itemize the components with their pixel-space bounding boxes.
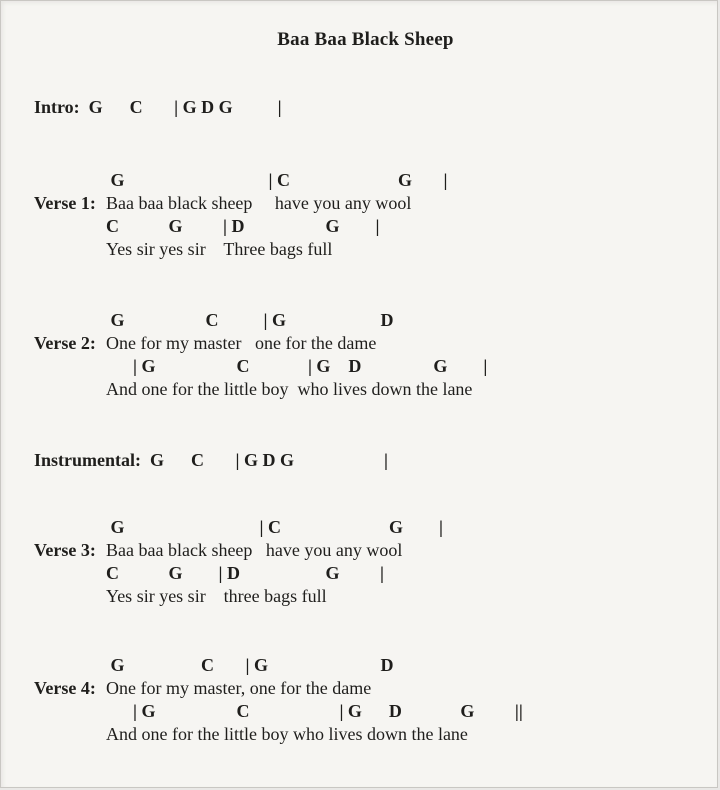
verse-3-lyric-line-1 — [34, 539, 697, 562]
verse-1-lyric-line-2: Yes sir yes sir Three bags full — [106, 239, 333, 259]
verse-3-chord-line-1: G | C G | — [106, 517, 443, 537]
song-title: Baa Baa Black Sheep — [277, 29, 454, 50]
verse-1-lyric-line-1 — [34, 192, 697, 215]
verse-4-lyric-line-2: And one for the little boy who lives down the lane — [106, 724, 468, 744]
song-sheet-content — [1, 1, 717, 746]
verse-4-chord-line-1: G C | G D — [106, 655, 394, 675]
verse-3-lyric-line-2: Yes sir yes sir three bags full — [106, 586, 327, 606]
instrumental-line — [34, 449, 697, 472]
verse-4-section — [34, 654, 697, 746]
verse-1-chord-line-2: C G | D G | — [106, 216, 380, 236]
verse-1-section — [34, 169, 697, 261]
verse-4-lyrics-1: One for my master, one for the dame — [106, 678, 372, 698]
instrumental-chords: G C | G D G | — [141, 450, 388, 470]
verse-2-lyric-line-1 — [34, 332, 697, 355]
intro-chords: G C | G D G | — [79, 97, 282, 117]
verse-2-lyric-line-2: And one for the little boy who lives down the lane — [106, 379, 473, 399]
verse-3-label: Verse 3: — [34, 540, 96, 560]
verse-1-chord-line-1: G | C G | — [106, 170, 448, 190]
verse-1-label: Verse 1: — [34, 193, 96, 213]
verse-2-label: Verse 2: — [34, 333, 96, 353]
verse-2-section — [34, 309, 697, 401]
verse-2-chord-line-1: G C | G D — [106, 310, 394, 330]
verse-3-lyrics-1: Baa baa black sheep have you any wool — [106, 540, 403, 560]
verse-4-chord-line-2: | G C | G D G || — [106, 701, 523, 721]
verse-2-chord-line-2: | G C | G D G | — [106, 356, 488, 376]
verse-2-lyrics-1: One for my master one for the dame — [106, 333, 377, 353]
intro-label: Intro: — [34, 97, 80, 117]
intro-line — [34, 96, 697, 119]
verse-4-label: Verse 4: — [34, 678, 96, 698]
verse-3-section — [34, 516, 697, 608]
verse-4-lyric-line-1 — [34, 677, 697, 700]
instrumental-label: Instrumental: — [34, 450, 141, 470]
verse-3-chord-line-2: C G | D G | — [106, 563, 384, 583]
verse-1-lyrics-1: Baa baa black sheep have you any wool — [106, 193, 412, 213]
